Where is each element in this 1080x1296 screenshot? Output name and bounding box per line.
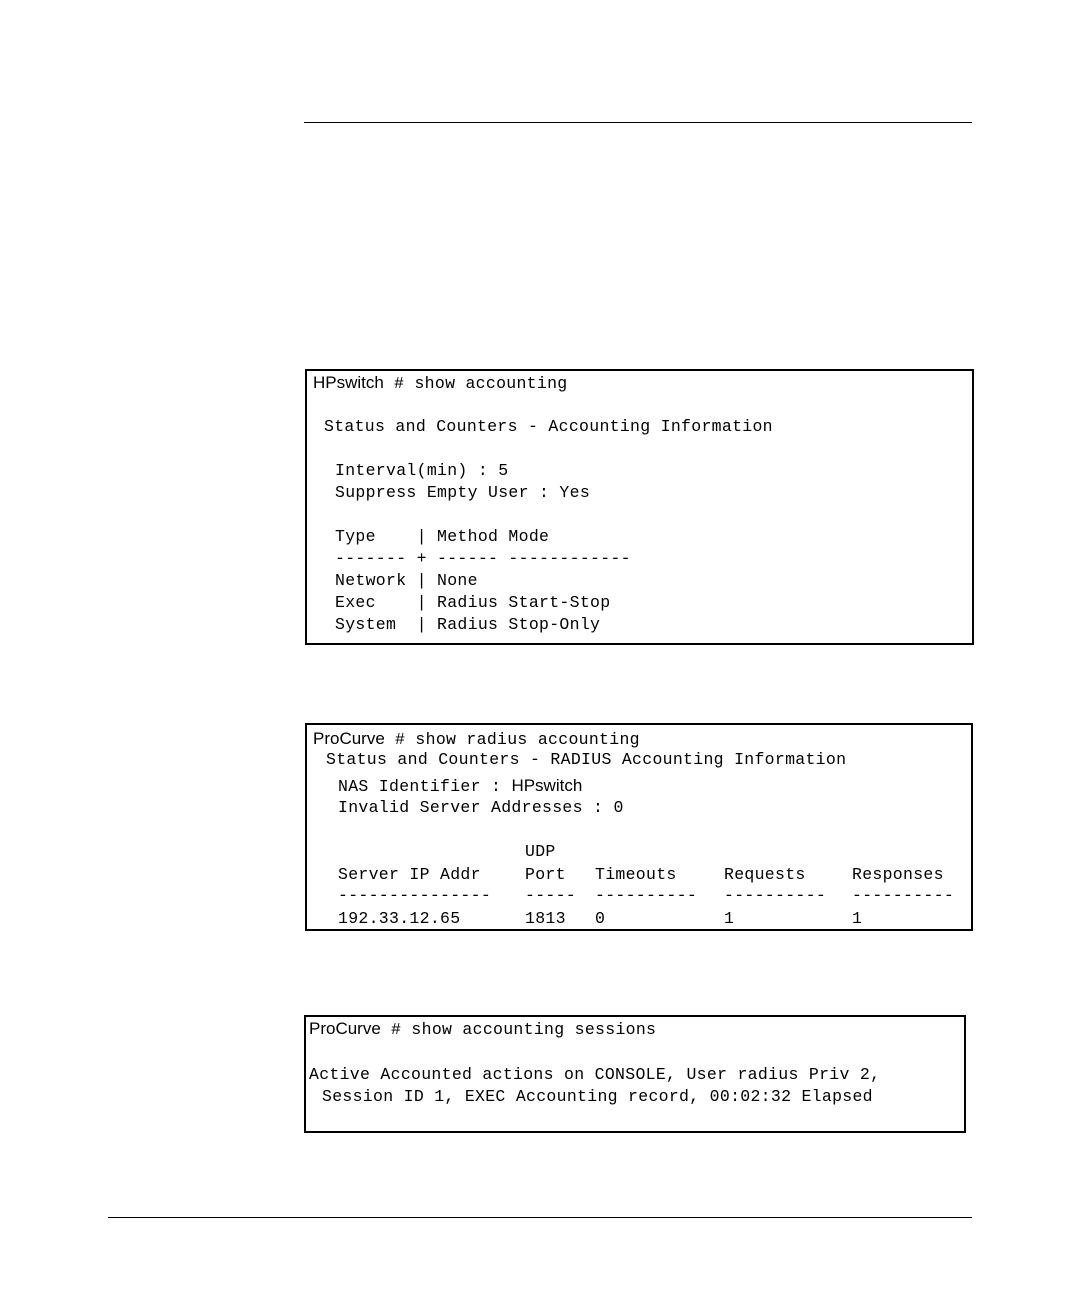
row-responses: 1 bbox=[852, 909, 863, 928]
table-header: Type | Method Mode bbox=[335, 527, 550, 546]
separator-port: ----- bbox=[525, 886, 577, 905]
row-server-ip: 192.33.12.65 bbox=[338, 909, 461, 928]
session-line-1: Active Accounted actions on CONSOLE, User radius Priv 2, bbox=[309, 1065, 881, 1084]
nas-identifier-label: NAS Identifier : bbox=[338, 777, 512, 796]
suppress-line: Suppress Empty User : Yes bbox=[335, 483, 591, 502]
command-line bbox=[313, 729, 640, 750]
command-line bbox=[313, 373, 568, 394]
column-header-timeouts: Timeouts bbox=[595, 865, 677, 884]
console-show-accounting-sessions bbox=[304, 1015, 966, 1133]
column-header-port: Port bbox=[525, 865, 566, 884]
output-heading: Status and Counters - RADIUS Accounting Information bbox=[326, 750, 847, 769]
command-line bbox=[309, 1019, 656, 1040]
invalid-server-line: Invalid Server Addresses : 0 bbox=[338, 798, 624, 817]
header-rule bbox=[304, 122, 972, 123]
column-header-responses: Responses bbox=[852, 865, 944, 884]
command-text: # show accounting sessions bbox=[380, 1020, 657, 1039]
separator-timeouts: ---------- bbox=[595, 886, 698, 905]
command-text: # show radius accounting bbox=[384, 730, 640, 749]
row-timeouts: 0 bbox=[595, 909, 606, 928]
prompt-hostname: ProCurve bbox=[313, 729, 385, 748]
separator-responses: ---------- bbox=[852, 886, 955, 905]
command-text: # show accounting bbox=[383, 374, 568, 393]
console-show-accounting bbox=[305, 369, 974, 645]
footer-rule bbox=[108, 1217, 972, 1218]
output-heading: Status and Counters - Accounting Information bbox=[324, 417, 773, 436]
row-port: 1813 bbox=[525, 909, 566, 928]
column-header-server-ip: Server IP Addr bbox=[338, 865, 481, 884]
prompt-hostname: ProCurve bbox=[309, 1019, 381, 1038]
session-line-2: Session ID 1, EXEC Accounting record, 00:02:32 Elapsed bbox=[322, 1087, 873, 1106]
nas-identifier-line bbox=[338, 776, 582, 797]
prompt-hostname: HPswitch bbox=[313, 373, 384, 392]
separator-requests: ---------- bbox=[724, 886, 827, 905]
column-header-requests: Requests bbox=[724, 865, 806, 884]
table-row: Network | None bbox=[335, 571, 478, 590]
row-requests: 1 bbox=[724, 909, 735, 928]
table-row: Exec | Radius Start-Stop bbox=[335, 593, 611, 612]
interval-line: Interval(min) : 5 bbox=[335, 461, 509, 480]
separator-server-ip: --------------- bbox=[338, 886, 492, 905]
console-show-radius-accounting bbox=[305, 723, 973, 931]
table-row: System | Radius Stop-Only bbox=[335, 615, 601, 634]
table-separator: ------- + ------ ------------ bbox=[335, 549, 631, 568]
nas-identifier-value: HPswitch bbox=[511, 776, 583, 795]
column-header-udp: UDP bbox=[525, 842, 556, 861]
